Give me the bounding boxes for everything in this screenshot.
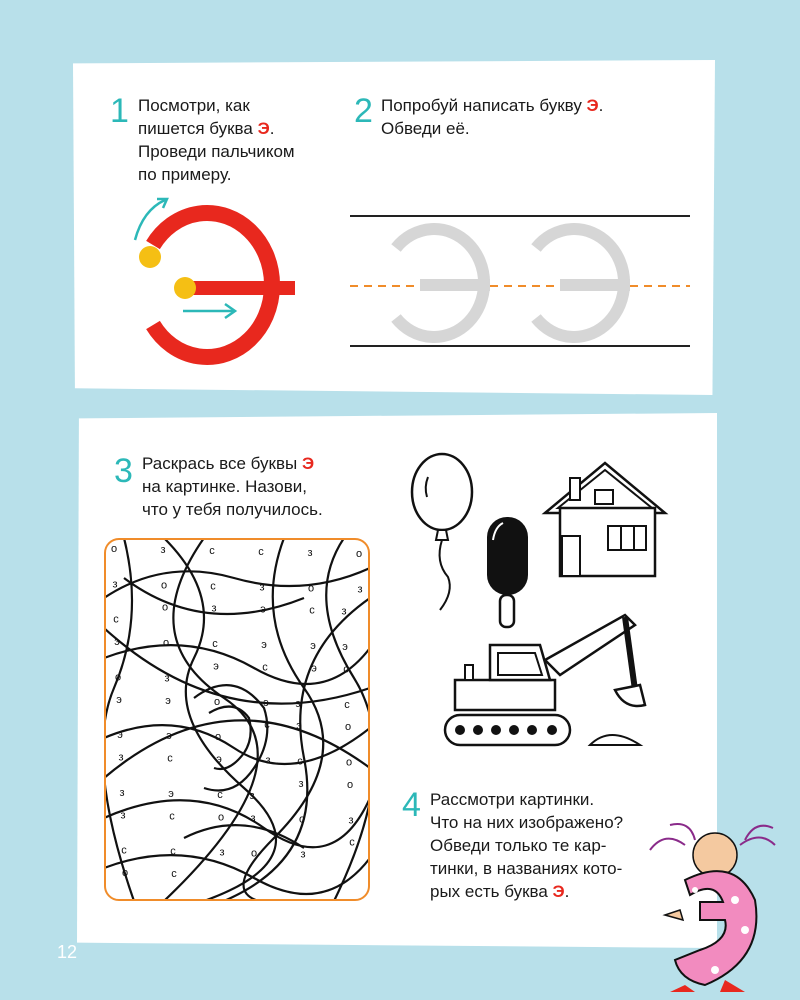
task4-instruction: Рассмотри картинки. Что на них изображено? Обведи только те кар- тинки, в названиях кото- рых есть буква Э. [430, 790, 624, 901]
puzzle-letter: о [346, 778, 354, 791]
puzzle-letter: з [119, 786, 125, 799]
letter-mascot-icon [645, 820, 785, 995]
puzzle-letter: с [113, 613, 119, 626]
puzzle-letter: о [160, 579, 168, 592]
puzzle-letter: о [344, 721, 352, 734]
puzzle-letter: о [307, 582, 315, 595]
trace-letter-1 [396, 229, 490, 337]
letter-e-example [125, 195, 310, 375]
puzzle-letter: о [114, 671, 122, 684]
puzzle-letter: э [342, 641, 348, 654]
puzzle-letter: з [357, 583, 363, 596]
puzzle-letter: з [265, 754, 271, 767]
puzzle-letter: о [345, 756, 353, 769]
task3-instruction: Раскрась все буквы Э на картинке. Назови, что у тебя получилось. [142, 454, 323, 519]
puzzle-letter: э [114, 636, 120, 649]
task1-instruction: Посмотри, как пишется буква Э. Проведи пальчиком по примеру. [138, 96, 295, 184]
puzzle-letter: с [171, 868, 177, 880]
puzzle-letter: о [355, 548, 363, 560]
puzzle-letter: з [295, 697, 301, 710]
puzzle-letter: с [210, 580, 216, 593]
puzzle-letter: с [262, 661, 268, 674]
puzzle-letter: э [166, 730, 172, 743]
puzzle-letter: з [164, 672, 170, 685]
puzzle-letter: о [161, 601, 169, 614]
puzzle-letter: э [117, 729, 123, 742]
trace-letter-2 [536, 229, 630, 337]
puzzle-letter: з [118, 751, 124, 764]
puzzle-letter: о [217, 811, 225, 824]
puzzle-letter: з [249, 789, 255, 802]
task4-number: 4 [402, 786, 421, 824]
puzzle-letter: з [211, 602, 217, 615]
puzzle-letter: з [120, 809, 126, 822]
task1-number: 1 [110, 92, 129, 130]
puzzle-letter: о [250, 847, 258, 860]
puzzle-letter: з [259, 581, 265, 594]
task2-number: 2 [354, 92, 373, 130]
puzzle-letter: с [170, 845, 176, 858]
puzzle-letter: о [214, 731, 222, 744]
task2-instruction: Попробуй написать букву Э. Обведи её. [381, 96, 604, 138]
puzzle-letter: с [309, 604, 315, 617]
puzzle-letter: о [298, 813, 306, 826]
puzzle-letter: э [168, 787, 174, 800]
puzzle-letter: э [311, 662, 317, 675]
puzzle-letter: э [310, 640, 316, 653]
puzzle-letter: с [344, 698, 350, 711]
puzzle-letter: с [264, 719, 270, 732]
puzzle-letter: э [261, 639, 267, 652]
puzzle-letter: о [213, 695, 221, 708]
page-number: 12 [57, 942, 78, 962]
puzzle-letter: с [217, 788, 223, 801]
puzzle-letter: з [250, 812, 256, 825]
puzzle-letter: э [216, 753, 222, 766]
puzzle-letter: з [341, 605, 347, 618]
puzzle-letter: с [121, 844, 127, 857]
start-dot-1 [139, 246, 161, 268]
balloon-icon[interactable] [410, 452, 475, 612]
puzzle-letter: э [213, 660, 219, 673]
puzzle-letter: с [212, 638, 218, 651]
start-dot-2 [174, 277, 196, 299]
puzzle-letter: с [169, 810, 175, 823]
puzzle-letter: з [160, 544, 166, 556]
puzzle-letter: э [263, 696, 269, 709]
puzzle-letter: з [300, 848, 306, 861]
puzzle-letter: с [343, 663, 349, 676]
coloring-puzzle[interactable] [104, 538, 370, 901]
puzzle-letter: с [167, 752, 173, 765]
puzzle-letter: о [110, 543, 118, 555]
puzzle-letter: с [297, 755, 303, 768]
tracing-area[interactable] [350, 210, 690, 350]
puzzle-letter: о [162, 637, 170, 650]
puzzle-letter: з [348, 814, 354, 827]
excavator-icon[interactable] [440, 605, 650, 755]
puzzle-letter: с [258, 546, 264, 558]
puzzle-letter: з [112, 578, 118, 591]
puzzle-letter: с [349, 836, 355, 849]
puzzle-letter: э [116, 693, 122, 706]
puzzle-letter: с [209, 545, 215, 557]
puzzle-letter: э [260, 603, 266, 616]
puzzle-letter: о [121, 867, 129, 879]
task3-number: 3 [114, 452, 133, 490]
puzzle-letter: э [296, 720, 302, 733]
puzzle-letter: з [219, 846, 225, 859]
puzzle-letter: з [298, 777, 304, 790]
puzzle-letter: э [165, 694, 171, 707]
puzzle-letter: з [307, 547, 313, 559]
house-icon[interactable] [540, 458, 670, 578]
